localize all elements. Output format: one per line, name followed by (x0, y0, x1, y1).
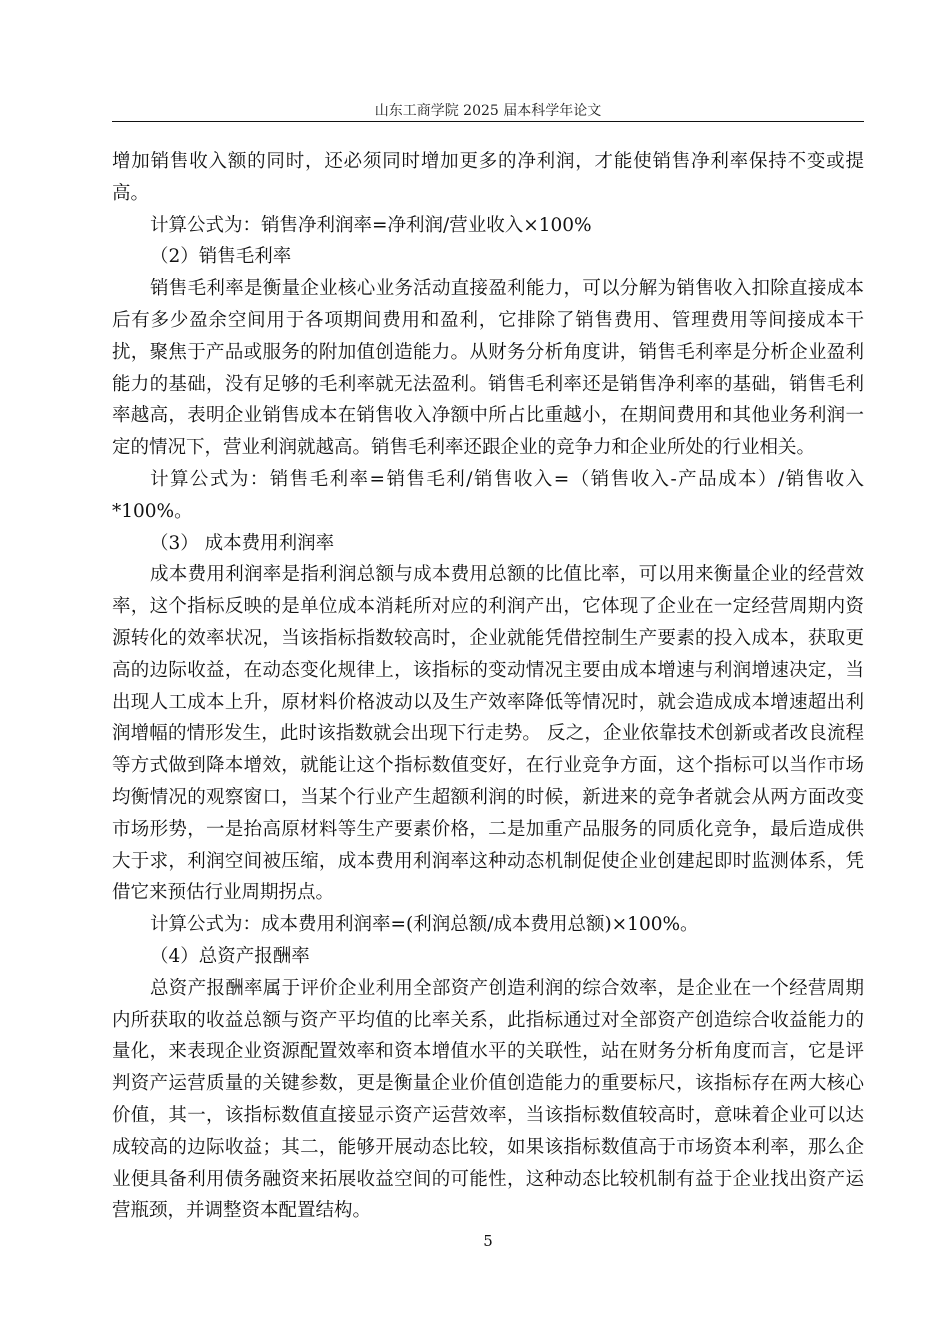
formula-line: 计算公式为：成本费用利润率=(利润总额/成本费用总额)×100%。 (150, 914, 699, 936)
paragraph: 总资产报酬率属于评价企业利用全部资产创造利润的综合效率，是企业在一个经营周期内所获取的收益总额与资产平均值的比率关系，此指标通过对全部资产创造综合收益能力的量化，来表现企业资源配置效率和资本增值水平的关联性，站在财务分析角度而言，它是评判资产运营质量的关键参数，更是衡量企业价值创造能力的重要标尺，该指标存在两大核心价值，其一，该指标数值直接显示资产运营效率，当该指标数值较高时，意味着企业可以达成较高的边际收益；其二，能够开展动态比较，如果该指标数值高于市场资本利率，那么企业便具备利用债务融资来拓展收益空间的可能性，这种动态比较机制有益于企业找出资产运营瓶颈，并调整资本配置结构。 (112, 977, 864, 1222)
section-heading: （4）总资产报酬率 (150, 945, 310, 967)
body-text (112, 146, 864, 1227)
formula-line: 计算公式为：销售毛利率=销售毛利/销售收入=（销售收入-产品成本）/销售收入*100%。 (112, 468, 864, 522)
section-heading: （3） 成本费用利润率 (150, 532, 335, 554)
section-heading: （2）销售毛利率 (150, 246, 292, 268)
header-rule (112, 121, 864, 122)
paragraph: 增加销售收入额的同时，还必须同时增加更多的净利润，才能使销售净利率保持不变或提高。 (112, 151, 864, 204)
formula-line: 计算公式为：销售净利润率=净利润/营业收入×100% (150, 214, 592, 236)
paragraph: 成本费用利润率是指利润总额与成本费用总额的比值比率，可以用来衡量企业的经营效率，这个指标反映的是单位成本消耗所对应的利润产出，它体现了企业在一定经营周期内资源转化的效率状况，当该指标指数较高时，企业就能凭借控制生产要素的投入成本，获取更高的边际收益，在动态变化规律上，该指标的变动情况主要由成本增速与利润增速决定，当出现人工成本上升，原材料价格波动以及生产效率降低等情况时，就会造成成本增速超出利润增幅的情形发生，此时该指数就会出现下行走势。 反之，企业依靠技术创新或者改良流程等方式做到降本增效，就能让这个指标数值变好，在行业竞争方面，这个指标可以当作市场均衡情况的观察窗口，当某个行业产生超额利润的时候，新进来的竞争者就会从两方面改变市场形势，一是抬高原材料等生产要素价格，二是加重产品服务的同质化竞争，最后造成供大于求，利润空间被压缩，成本费用利润率这种动态机制促使企业创建起即时监测体系，凭借它来预估行业周期拐点。 (112, 564, 864, 904)
paragraph: 销售毛利率是衡量企业核心业务活动直接盈利能力，可以分解为销售收入扣除直接成本后有多少盈余空间用于各项期间费用和盈利，它排除了销售费用、管理费用等间接成本干扰，聚焦于产品或服务的附加值创造能力。从财务分析角度讲，销售毛利率是分析企业盈利能力的基础，没有足够的毛利率就无法盈利。销售毛利率还是销售净利率的基础，销售毛利率越高，表明企业销售成本在销售收入净额中所占比重越小，在期间费用和其他业务利润一定的情况下，营业利润就越高。销售毛利率还跟企业的竞争力和企业所处的行业相关。 (112, 278, 864, 459)
running-header: 山东工商学院 2025 届本科学年论文 (374, 103, 602, 119)
page-number: 5 (483, 1232, 493, 1250)
